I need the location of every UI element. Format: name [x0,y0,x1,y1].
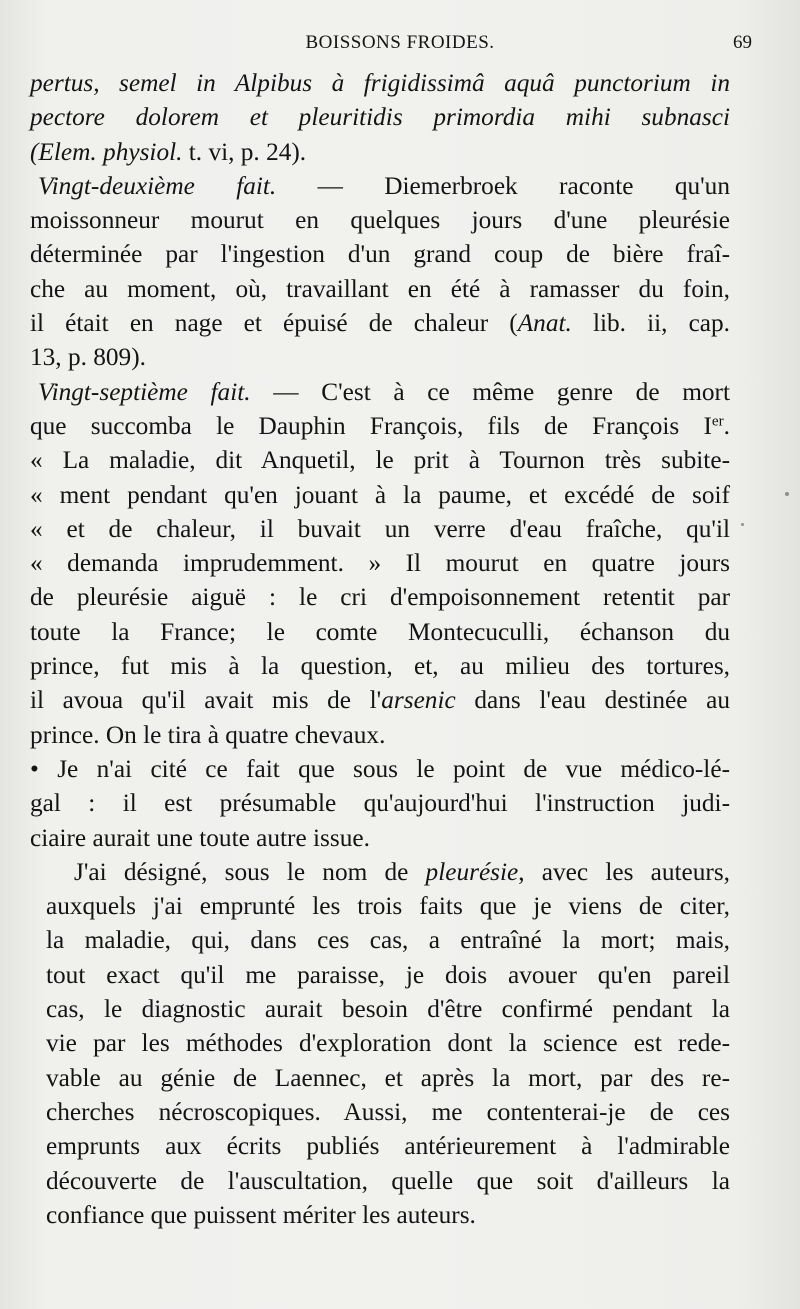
case-heading: Vingt-septième fait. [38,377,251,406]
emphasis: pleurésie [425,857,519,886]
text-line: « et de chaleur, il buvait un verre d'eau fraîche, qu'il [30,514,730,543]
text-line: emprunts aux écrits publiés antérieurement à l'admirable [46,1132,730,1161]
text-line: « demanda imprudemment. » Il mourut en quatre jours [30,549,730,578]
text-line: auxquels j'ai emprunté les trois faits que je viens de citer, [46,892,730,921]
text-line: vie par les méthodes d'exploration dont la science est rede- [46,1029,730,1058]
text-line: déterminée par l'ingestion d'un grand coup de bière fraî- [30,240,730,269]
paper-speck [785,492,789,496]
text-line: vable au génie de Laennec, et après la mort, par des re- [46,1063,730,1092]
text-line: que succomba le Dauphin François, fils de François Ier. [30,411,730,440]
text-line: Vingt-deuxième fait. — Diemerbroek raconte qu'un [38,171,730,200]
text-line: (Elem. physiol. t. vi, p. 24). [30,137,307,166]
text-line: • Je n'ai cité ce fait que sous le point de vue médico-lé- [30,754,730,783]
text-line: pectore dolorem et pleuritidis primordia mihi subnasci [30,103,730,132]
text-line: prince. On le tira à quatre chevaux. [30,720,386,749]
text-line: prince, fut mis à la question, et, au milieu des tortures, [30,652,730,681]
text-line: « La maladie, dit Anquetil, le prit à Tournon très subite- [30,446,730,475]
text-line: confiance que puissent mériter les auteurs. [46,1200,476,1229]
running-title: BOISSONS FROIDES. [305,32,495,53]
text-line: de pleurésie aiguë : le cri d'empoisonnement retentit par [30,583,730,612]
text-line: il avoua qu'il avait mis de l'arsenic dans l'eau destinée au [30,686,730,715]
text-line: pertus, semel in Alpibus à frigidissimâ aquâ punctorium in [30,69,730,97]
text-line: « ment pendant qu'en jouant à la paume, et excédé de soif [30,480,730,509]
text-line: cas, le diagnostic aurait besoin d'être confirmé pendant la [46,995,730,1024]
text-line: toute la France; le comte Montecuculli, échanson du [30,617,730,646]
text-line: Vingt-septième fait. — C'est à ce même genre de mort [38,377,730,406]
text-line: tout exact qu'il me paraisse, je dois avouer qu'en pareil [46,960,730,989]
case-heading: Vingt-deuxième fait. [38,171,277,200]
text-line: la maladie, qui, dans ces cas, a entraîné la mort; mais, [46,926,730,955]
text-line: ciaire aurait une toute autre issue. [30,823,370,852]
text-line: découverte de l'auscultation, quelle que soit d'ailleurs la [46,1166,730,1195]
citation: (Elem. physiol. [30,137,183,166]
paper-speck [741,523,744,526]
text-line: il était en nage et épuisé de chaleur (Anat. lib. ii, cap. [30,309,731,338]
text-line: che au moment, où, travaillant en été à ramasser du foin, [30,274,730,303]
text-line: moissonneur mourut en quelques jours d'une pleurésie [30,206,730,235]
page-number: 69 [733,32,752,53]
body-text [30,66,730,1232]
text-line: J'ai désigné, sous le nom de pleurésie, avec les auteurs, [74,857,731,886]
citation: Anat. [517,309,572,338]
text-line: cherches nécroscopiques. Aussi, me contenterai-je de ces [46,1097,730,1126]
running-head [40,32,760,62]
emphasis: arsenic [381,686,456,715]
text-line: gal : il est présumable qu'aujourd'hui l'instruction judi- [30,789,730,818]
text-line: 13, p. 809). [30,343,146,372]
